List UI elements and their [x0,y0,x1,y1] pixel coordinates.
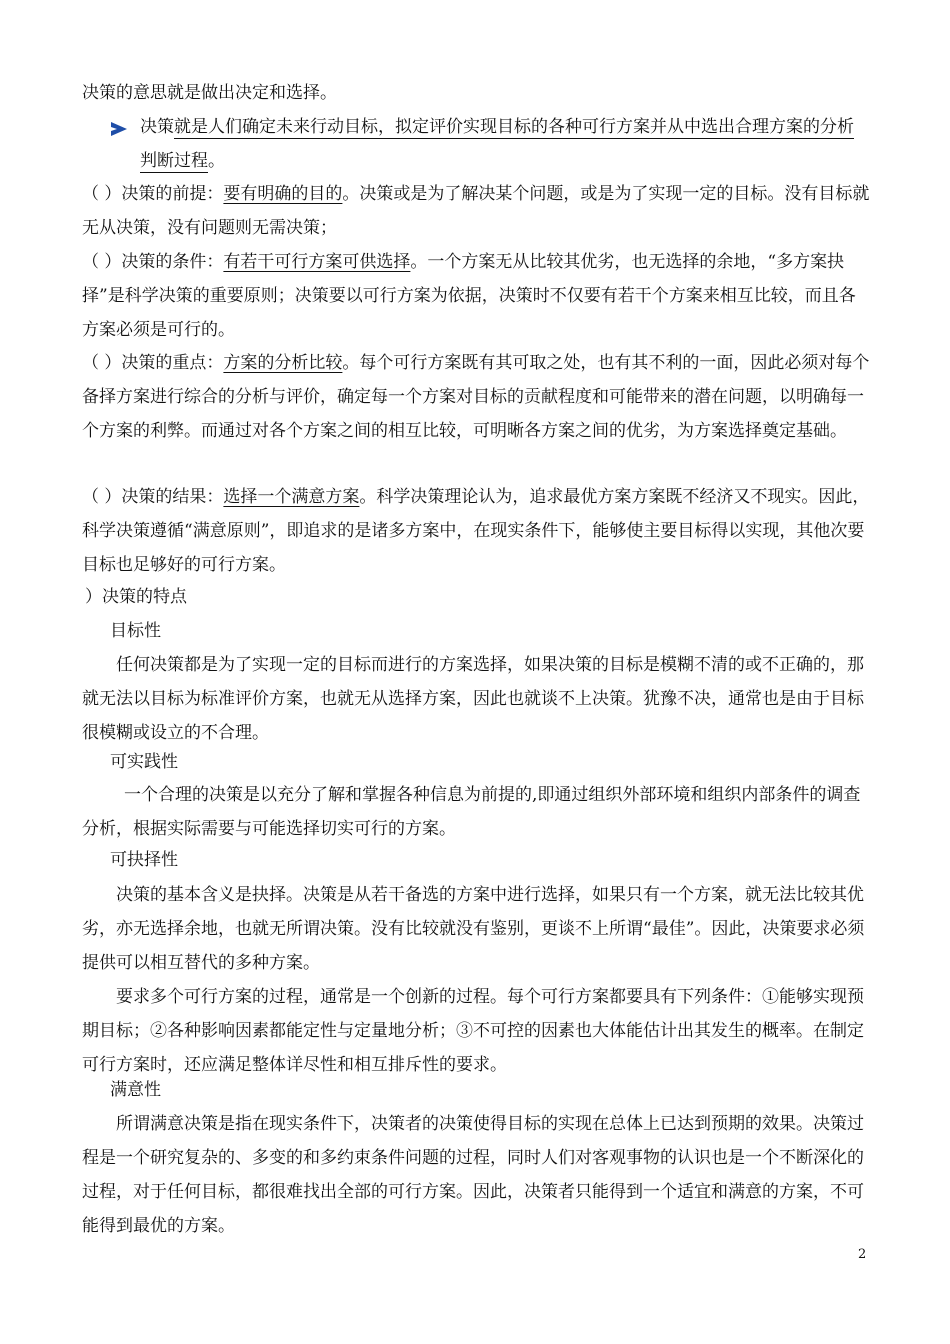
feature-goal-title: 目标性 [110,621,161,641]
element-result [82,480,872,582]
feature-satisfying-title: 满意性 [110,1080,161,1100]
element-key: 选择一个满意方案 [223,487,360,507]
feature-feasible-paragraph [82,778,872,846]
element-bracket: （ ） [82,353,122,373]
element-label: 决策的结果： [121,487,224,507]
feature-goal-paragraph [82,648,872,750]
arrow-bullet-icon [111,122,127,136]
paragraph-text: 要求多个可行方案的过程，通常是一个创新的过程。每个可行方案都要具有下列条件：①能够实现预期目标；②各种影响因素都能定性与定量地分析；③不可控的因素也大体能估计出其发生的概率。在制定可行方案时，还应满足整体详尽性和相互排斥性的要求。 [82,987,864,1075]
element-bracket: （ ） [82,252,122,272]
definition-prefix: 决策 [140,117,174,137]
feature-feasible-title: 可实践性 [110,752,178,772]
element-text: 。一个方案无从比较其优劣，也无选择的余地，“多方案抉择”是科学决策的重要原则；决策要以可行方案为依据，决策时不仅要有若干个方案来相互比较，而且各方案必须是可行的。 [82,252,856,340]
element-text: 。科学决策理论认为，追求最优方案方案既不经济又不现实。因此，科学决策遵循“满意原则”，即追求的是诸多方案中，在现实条件下，能够使主要目标得以实现，其他次要目标也足够好的可行方案。 [82,487,870,575]
definition-suffix: 。 [208,151,225,171]
definition-underlined: 就是人们确定未来行动目标，拟定评价实现目标的各种可行方案并从中选出合理方案的分析判断过程 [140,117,854,171]
feature-selectable-title: 可抉择性 [110,850,178,870]
element-bracket: （ ） [82,184,122,204]
intro-paragraph: 决策的意思就是做出决定和选择。 [82,83,337,103]
paragraph-text: 一个合理的决策是以充分了解和掌握各种信息为前提的,即通过组织外部环境和组织内部条件的调查分析，根据实际需要与可能选择切实可行的方案。 [82,785,861,839]
features-heading: ）决策的特点 [85,587,187,607]
element-label: 决策的条件： [121,252,224,272]
element-text: 。每个可行方案既有其可取之处，也有其不利的一面，因此必须对每个备择方案进行综合的分析与评价，确定每一个方案对目标的贡献程度和可能带来的潜在问题，以明确每一个方案的利弊。而通过对各个方案之间的相互比较，可明晰各方案之间的优劣，为方案选择奠定基础。 [82,353,870,441]
element-label: 决策的前提： [121,184,224,204]
element-key: 有若干可行方案可供选择 [223,252,411,272]
page-number: 2 [858,1247,867,1262]
paragraph-text: 任何决策都是为了实现一定的目标而进行的方案选择，如果决策的目标是模糊不清的或不正确的，那就无法以目标为标准评价方案，也就无从选择方案，因此也就谈不上决策。犹豫不决，通常也是由于目标很模糊或设立的不合理。 [82,655,864,743]
paragraph-text: 所谓满意决策是指在现实条件下，决策者的决策使得目标的实现在总体上已达到预期的效果。决策过程是一个研究复杂的、多变的和多约束条件问题的过程，同时人们对客观事物的认识也是一个不断深化的过程，对于任何目标，都很难找出全部的可行方案。因此，决策者只能得到一个适宜和满意的方案，不可能得到最优的方案。 [82,1114,864,1236]
element-focus [82,346,872,448]
element-condition [82,245,872,347]
paragraph-text: 决策的基本含义是抉择。决策是从若干备选的方案中进行选择，如果只有一个方案，就无法比较其优劣，亦无选择余地，也就无所谓决策。没有比较就没有鉴别，更谈不上所谓“最佳”。因此，决策要求必须提供可以相互替代的多种方案。 [82,885,865,973]
element-premise [82,177,872,245]
element-bracket: （ ） [82,487,122,507]
element-key: 方案的分析比较 [223,353,343,373]
feature-satisfying-paragraph [82,1107,872,1243]
feature-selectable-paragraph-1 [82,878,872,980]
definition-paragraph [140,110,870,178]
element-key: 要有明确的目的 [223,184,343,204]
feature-selectable-paragraph-2 [82,980,872,1082]
element-label: 决策的重点： [121,353,224,373]
element-text: 。决策或是为了解决某个问题，或是为了实现一定的目标。没有目标就无从决策，没有问题则无需决策； [82,184,870,238]
